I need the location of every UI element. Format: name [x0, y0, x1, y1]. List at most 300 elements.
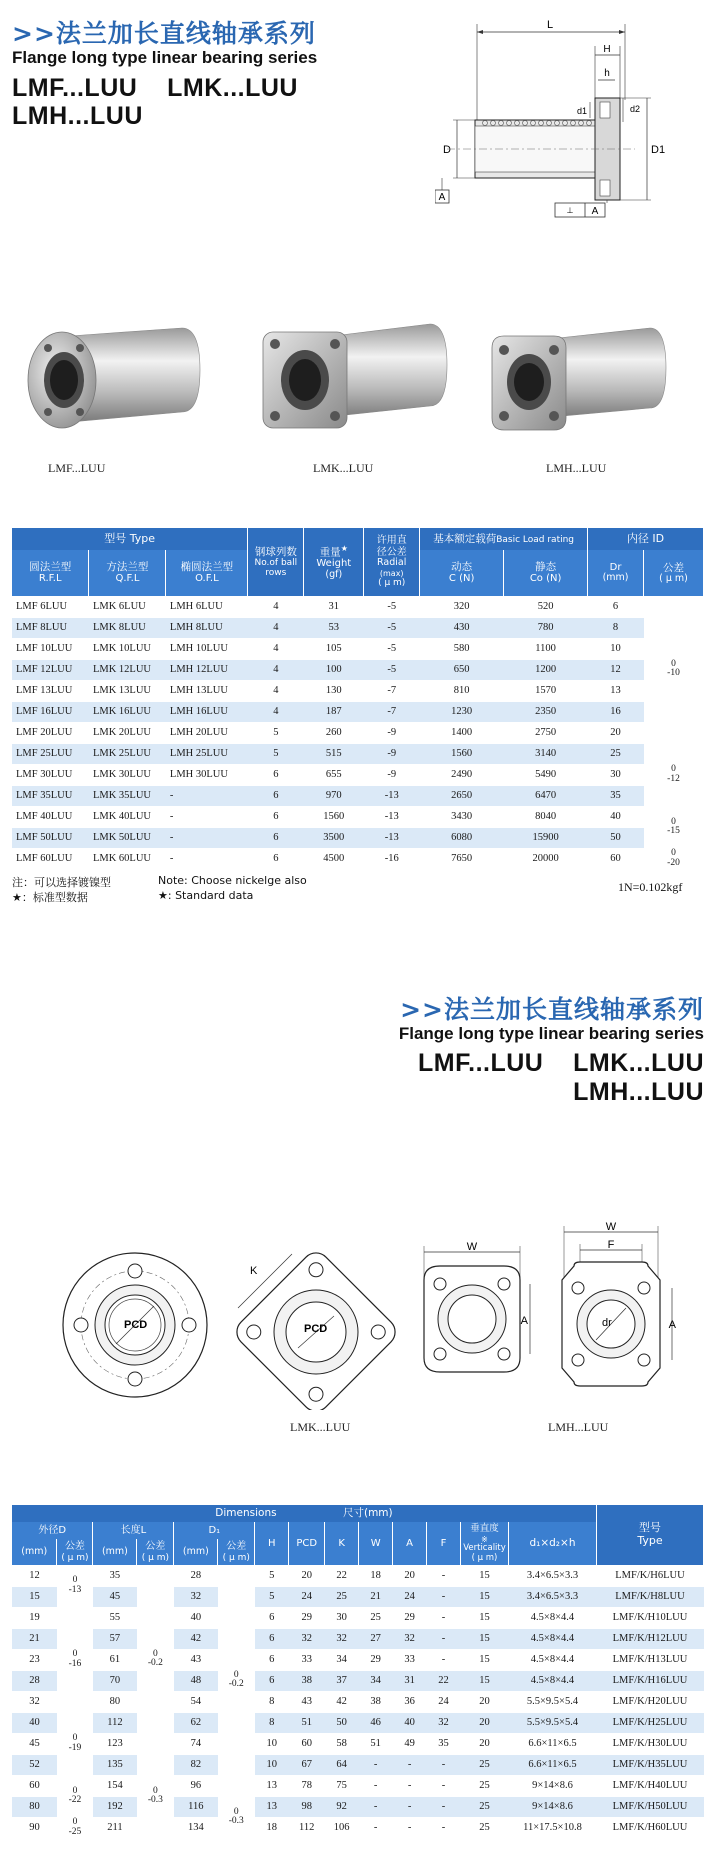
dim-label-W-detail: W: [605, 1222, 617, 1233]
col-d1-mm: (mm): [174, 1539, 218, 1565]
cell-length: 45: [93, 1586, 137, 1607]
cell-A: 32: [393, 1628, 427, 1649]
cell-qfl: LMK 50LUU: [89, 827, 166, 848]
cell-F: -: [427, 1775, 461, 1796]
cell-radial: -5: [364, 638, 420, 659]
cell-weight: 970: [304, 785, 364, 806]
cell-length: 123: [93, 1733, 137, 1754]
col-dr: Dr (mm): [588, 550, 644, 596]
cell-A: 31: [393, 1670, 427, 1691]
col-od-mm: (mm): [12, 1539, 57, 1565]
cell-dxh: 4.5×8×4.4: [509, 1670, 597, 1691]
cell-type: LMF/K/H10LUU: [596, 1607, 703, 1628]
section1-title-cn: >>法兰加长直线轴承系列: [12, 19, 316, 48]
col-ball-rows: 钢球列数 No.of ball rows: [248, 528, 304, 596]
cell-rfl: LMF 10LUU: [12, 638, 89, 659]
cell-W: 46: [359, 1712, 393, 1733]
cell-balls: 4: [248, 617, 304, 638]
cell-qfl: LMK 35LUU: [89, 785, 166, 806]
cell-weight: 3500: [304, 827, 364, 848]
cell-length: 154: [93, 1775, 137, 1796]
cell-PCD: 20: [289, 1565, 325, 1586]
cell-type: LMF/K/H8LUU: [596, 1586, 703, 1607]
cell-qfl: LMK 16LUU: [89, 701, 166, 722]
cell-qfl: LMK 12LUU: [89, 659, 166, 680]
cell-dynamic: 3430: [420, 806, 504, 827]
cell-qfl: LMK 25LUU: [89, 743, 166, 764]
col-d1-tol: 公差 ( μ m): [218, 1539, 255, 1565]
cell-qfl: LMK 60LUU: [89, 848, 166, 869]
cell-K: 30: [325, 1607, 359, 1628]
cell-ofl: -: [166, 827, 248, 848]
cell-od: 23: [12, 1649, 57, 1670]
dim-label-A-detail: A: [668, 1319, 676, 1331]
cell-H: 6: [255, 1649, 289, 1670]
col-H: H: [255, 1522, 289, 1565]
cell-dr: 13: [588, 680, 644, 701]
photo-caption-lmh: LMH...LUU: [546, 461, 607, 475]
cell-dr: 35: [588, 785, 644, 806]
cell-ofl: -: [166, 848, 248, 869]
cell-qfl: LMK 10LUU: [89, 638, 166, 659]
cell-K: 75: [325, 1775, 359, 1796]
cell-d1: 82: [174, 1754, 218, 1775]
cell-dxh: 5.5×9.5×5.4: [509, 1691, 597, 1712]
col-F: F: [427, 1522, 461, 1565]
cell-H: 13: [255, 1796, 289, 1817]
dim-label-A-oval: A: [520, 1315, 528, 1327]
cell-type: LMF/K/H50LUU: [596, 1796, 703, 1817]
cell-static: 15900: [504, 827, 588, 848]
cell-balls: 5: [248, 743, 304, 764]
diagram-caption-lmh: LMH...LUU: [548, 1420, 609, 1434]
cell-A: 36: [393, 1691, 427, 1712]
col-group-load: 基本额定载荷Basic Load rating: [420, 528, 588, 550]
cell-verticality: 15: [461, 1649, 509, 1670]
table-row: [12, 1796, 704, 1817]
cell-dynamic: 650: [420, 659, 504, 680]
cell-W: -: [359, 1754, 393, 1775]
cell-A: -: [393, 1754, 427, 1775]
note-en-nickel: Note: Choose nickelge also: [158, 874, 307, 887]
cell-od: 52: [12, 1754, 57, 1775]
cell-dynamic: 1400: [420, 722, 504, 743]
cell-qfl: LMK 20LUU: [89, 722, 166, 743]
lmh-oval-flange-photo: [482, 318, 672, 448]
table-row: [12, 638, 704, 659]
cell-W: 18: [359, 1565, 393, 1586]
cell-od: 19: [12, 1607, 57, 1628]
cell-balls: 4: [248, 638, 304, 659]
cell-static: 6470: [504, 785, 588, 806]
table-row: [12, 701, 704, 722]
cell-ofl: LMH 13LUU: [166, 680, 248, 701]
cell-A: -: [393, 1796, 427, 1817]
cell-dr: 40: [588, 806, 644, 827]
cell-d1: 116: [174, 1796, 218, 1817]
cell-verticality: 25: [461, 1754, 509, 1775]
table-row: [12, 1691, 704, 1712]
col-group-d1: D₁: [174, 1522, 255, 1539]
cell-od-tolerance: 0 -16: [57, 1607, 93, 1712]
cell-K: 25: [325, 1586, 359, 1607]
cell-type: LMF/K/H35LUU: [596, 1754, 703, 1775]
cell-ofl: LMH 25LUU: [166, 743, 248, 764]
diagram-caption-lmk: LMK...LUU: [290, 1420, 351, 1434]
section2-models-line1: LMF...LUU LMK...LUU: [418, 1049, 704, 1077]
col-group-id: 内径 ID: [588, 528, 704, 550]
cell-od-tolerance: 0 -25: [57, 1817, 93, 1838]
cell-balls: 4: [248, 680, 304, 701]
cell-static: 8040: [504, 806, 588, 827]
cell-dr: 30: [588, 764, 644, 785]
cell-static: 1200: [504, 659, 588, 680]
section2-title-en: Flange long type linear bearing series: [398, 1024, 704, 1043]
cell-W: 21: [359, 1586, 393, 1607]
round-flange-front-diagram: [60, 1250, 210, 1400]
cell-dr: 20: [588, 722, 644, 743]
cell-PCD: 24: [289, 1586, 325, 1607]
dim-label-d2: d2: [630, 104, 641, 114]
cell-F: 22: [427, 1670, 461, 1691]
cell-radial: -5: [364, 617, 420, 638]
cell-balls: 6: [248, 806, 304, 827]
cell-d1: 32: [174, 1586, 218, 1607]
cell-F: -: [427, 1565, 461, 1586]
cell-A: 40: [393, 1712, 427, 1733]
table-row: [12, 806, 704, 827]
cell-rfl: LMF 16LUU: [12, 701, 89, 722]
cell-weight: 260: [304, 722, 364, 743]
col-PCD: PCD: [289, 1522, 325, 1565]
cell-id-tolerance: 0 -12: [644, 743, 704, 806]
cell-type: LMF/K/H25LUU: [596, 1712, 703, 1733]
pcd-label-square: PCD: [304, 1323, 328, 1335]
cell-id-tolerance: 0 -20: [644, 848, 704, 869]
cell-length: 80: [93, 1691, 137, 1712]
cell-od: 12: [12, 1565, 57, 1586]
cell-ofl: LMH 8LUU: [166, 617, 248, 638]
cell-dynamic: 7650: [420, 848, 504, 869]
table-row: [12, 785, 704, 806]
cell-ofl: LMH 6LUU: [166, 596, 248, 617]
cell-W: 34: [359, 1670, 393, 1691]
cell-W: 27: [359, 1628, 393, 1649]
cell-F: -: [427, 1628, 461, 1649]
cell-rfl: LMF 60LUU: [12, 848, 89, 869]
cell-W: -: [359, 1796, 393, 1817]
cell-od: 21: [12, 1628, 57, 1649]
cell-d1: 28: [174, 1565, 218, 1586]
table-row: [12, 1649, 704, 1670]
table-row: [12, 1817, 704, 1838]
cell-W: -: [359, 1775, 393, 1796]
cell-rfl: LMF 25LUU: [12, 743, 89, 764]
cell-radial: -9: [364, 722, 420, 743]
cell-od: 15: [12, 1586, 57, 1607]
cell-H: 13: [255, 1775, 289, 1796]
cell-PCD: 32: [289, 1628, 325, 1649]
cell-ofl: LMH 16LUU: [166, 701, 248, 722]
cell-dxh: 6.6×11×6.5: [509, 1754, 597, 1775]
cell-F: 32: [427, 1712, 461, 1733]
cell-A: 33: [393, 1649, 427, 1670]
photo-caption-lmk: LMK...LUU: [313, 461, 374, 475]
dim-label-d1: d1: [576, 106, 588, 116]
cell-dynamic: 430: [420, 617, 504, 638]
cell-verticality: 20: [461, 1691, 509, 1712]
cell-od-tolerance: 0 -13: [57, 1565, 93, 1607]
cell-dynamic: 2650: [420, 785, 504, 806]
cell-weight: 105: [304, 638, 364, 659]
cell-dxh: 11×17.5×10.8: [509, 1817, 597, 1838]
cell-F: -: [427, 1796, 461, 1817]
cell-od: 40: [12, 1712, 57, 1733]
col-dynamic: 动态 C (N): [420, 550, 504, 596]
cell-qfl: LMK 6LUU: [89, 596, 166, 617]
cell-length-tolerance: 0 -0.2: [137, 1565, 174, 1754]
cell-rfl: LMF 30LUU: [12, 764, 89, 785]
col-ofl: 椭圆法兰型 O.F.L: [166, 550, 248, 596]
cell-F: -: [427, 1817, 461, 1838]
cell-qfl: LMK 30LUU: [89, 764, 166, 785]
cell-static: 1100: [504, 638, 588, 659]
cell-dynamic: 1560: [420, 743, 504, 764]
cell-od-tolerance: 0 -22: [57, 1775, 93, 1817]
cell-K: 58: [325, 1733, 359, 1754]
cell-radial: -5: [364, 596, 420, 617]
table-row: [12, 1628, 704, 1649]
col-radial: 许用直 径公差 Radial (max) ( μ m): [364, 528, 420, 596]
table-row: [12, 1733, 704, 1754]
cell-balls: 6: [248, 848, 304, 869]
cell-K: 50: [325, 1712, 359, 1733]
cell-K: 22: [325, 1565, 359, 1586]
cell-verticality: 15: [461, 1607, 509, 1628]
col-group-type: 型号 Type: [12, 528, 248, 550]
oval-flange-front-diagram: [410, 1240, 540, 1390]
cell-F: 24: [427, 1691, 461, 1712]
col-len-mm: (mm): [93, 1539, 137, 1565]
cell-type: LMF/K/H60LUU: [596, 1817, 703, 1838]
col-static: 静态 Co (N): [504, 550, 588, 596]
cell-dr: 16: [588, 701, 644, 722]
cell-PCD: 67: [289, 1754, 325, 1775]
cell-H: 5: [255, 1565, 289, 1586]
cell-rfl: LMF 50LUU: [12, 827, 89, 848]
cell-dr: 8: [588, 617, 644, 638]
cell-weight: 515: [304, 743, 364, 764]
cell-d1: 54: [174, 1691, 218, 1712]
cell-weight: 4500: [304, 848, 364, 869]
cell-rfl: LMF 6LUU: [12, 596, 89, 617]
cell-verticality: 15: [461, 1586, 509, 1607]
dim-label-h: h: [604, 68, 610, 79]
cell-type: LMF/K/H13LUU: [596, 1649, 703, 1670]
cell-od: 60: [12, 1775, 57, 1796]
cell-d1: 62: [174, 1712, 218, 1733]
cell-type: LMF/K/H6LUU: [596, 1565, 703, 1586]
table-row: [12, 617, 704, 638]
cell-qfl: LMK 8LUU: [89, 617, 166, 638]
cell-rfl: LMF 13LUU: [12, 680, 89, 701]
cell-static: 2750: [504, 722, 588, 743]
cell-dxh: 9×14×8.6: [509, 1796, 597, 1817]
cell-ofl: LMH 10LUU: [166, 638, 248, 659]
cell-d1: 43: [174, 1649, 218, 1670]
col-len-tol: 公差 ( μ m): [137, 1539, 174, 1565]
table-row: [12, 743, 704, 764]
section1-models-line2: LMH...LUU: [12, 102, 143, 130]
cell-weight: 655: [304, 764, 364, 785]
table-row: [12, 1670, 704, 1691]
cell-H: 10: [255, 1733, 289, 1754]
lmk-square-flange-photo: [255, 310, 455, 450]
cell-dynamic: 810: [420, 680, 504, 701]
col-verticality: 垂直度 ※ Verticality ( μ m): [461, 1522, 509, 1565]
pcd-label-round: PCD: [124, 1319, 148, 1331]
table-row: [12, 848, 704, 869]
cell-radial: -13: [364, 827, 420, 848]
cell-A: -: [393, 1817, 427, 1838]
cell-d1: 96: [174, 1775, 218, 1796]
cell-length: 211: [93, 1817, 137, 1838]
col-A: A: [393, 1522, 427, 1565]
photo-caption-lmf: LMF...LUU: [48, 461, 106, 475]
cell-length: 61: [93, 1649, 137, 1670]
cell-radial: -5: [364, 659, 420, 680]
col-od-tol: 公差 ( μ m): [57, 1539, 93, 1565]
cell-length: 70: [93, 1670, 137, 1691]
table-row: [12, 827, 704, 848]
cell-verticality: 15: [461, 1670, 509, 1691]
cell-rfl: LMF 20LUU: [12, 722, 89, 743]
cell-PCD: 33: [289, 1649, 325, 1670]
cell-weight: 31: [304, 596, 364, 617]
table-row: [12, 1565, 704, 1586]
table-row: [12, 596, 704, 617]
cell-static: 780: [504, 617, 588, 638]
cell-d1: 134: [174, 1817, 218, 1838]
cell-K: 37: [325, 1670, 359, 1691]
cell-verticality: 25: [461, 1796, 509, 1817]
cell-ofl: LMH 30LUU: [166, 764, 248, 785]
spec-table-load-rating: [12, 528, 704, 870]
cell-dr: 50: [588, 827, 644, 848]
section2-models-line2: LMH...LUU: [573, 1078, 704, 1106]
cell-PCD: 98: [289, 1796, 325, 1817]
cell-rfl: LMF 8LUU: [12, 617, 89, 638]
section1-title-en: Flange long type linear bearing series: [12, 48, 318, 67]
cell-H: 6: [255, 1607, 289, 1628]
cell-balls: 6: [248, 764, 304, 785]
cell-ofl: LMH 12LUU: [166, 659, 248, 680]
datum-label-A: A: [438, 192, 446, 203]
table-row: [12, 1607, 704, 1628]
col-type: 型号 Type: [596, 1505, 703, 1565]
col-dxh: d₁×d₂×h: [509, 1522, 597, 1565]
cell-od: 32: [12, 1691, 57, 1712]
cell-type: LMF/K/H40LUU: [596, 1775, 703, 1796]
cell-dynamic: 6080: [420, 827, 504, 848]
dim-label-D: D: [443, 144, 451, 156]
note-en-standard: ★: Standard data: [158, 889, 254, 902]
cell-A: 20: [393, 1565, 427, 1586]
cell-ofl: -: [166, 806, 248, 827]
cell-PCD: 51: [289, 1712, 325, 1733]
cell-K: 64: [325, 1754, 359, 1775]
col-K: K: [325, 1522, 359, 1565]
section1-models-line1: LMF...LUU LMK...LUU: [12, 74, 298, 102]
col-qfl: 方法兰型 Q.F.L: [89, 550, 166, 596]
cell-balls: 6: [248, 785, 304, 806]
cell-static: 20000: [504, 848, 588, 869]
cell-K: 92: [325, 1796, 359, 1817]
cell-weight: 53: [304, 617, 364, 638]
cell-dxh: 4.5×8×4.4: [509, 1607, 597, 1628]
dim-label-dr: dr: [602, 1317, 612, 1329]
cell-PCD: 38: [289, 1670, 325, 1691]
cell-od-tolerance: 0 -19: [57, 1712, 93, 1775]
cell-d1: 74: [174, 1733, 218, 1754]
cell-static: 5490: [504, 764, 588, 785]
cell-K: 32: [325, 1628, 359, 1649]
cell-radial: -13: [364, 806, 420, 827]
cell-dynamic: 320: [420, 596, 504, 617]
cell-PCD: 29: [289, 1607, 325, 1628]
note-cn-nickel: 注：可以选择镀镍型: [12, 876, 111, 889]
col-W: W: [359, 1522, 393, 1565]
cell-verticality: 25: [461, 1775, 509, 1796]
cell-d1: 42: [174, 1628, 218, 1649]
cell-verticality: 25: [461, 1817, 509, 1838]
cell-d1-tolerance: 0 -0.3: [218, 1796, 255, 1838]
cell-H: 18: [255, 1817, 289, 1838]
cell-H: 8: [255, 1712, 289, 1733]
cell-verticality: 15: [461, 1628, 509, 1649]
cell-d1-tolerance: 0 -0.2: [218, 1565, 255, 1796]
note-cn-standard: ★：标准型数据: [12, 891, 88, 904]
cell-radial: -7: [364, 680, 420, 701]
cell-weight: 187: [304, 701, 364, 722]
cell-dr: 10: [588, 638, 644, 659]
cell-static: 520: [504, 596, 588, 617]
square-flange-front-diagram: [236, 1240, 396, 1410]
cell-od: 28: [12, 1670, 57, 1691]
dim-label-F: F: [607, 1239, 615, 1251]
cell-rfl: LMF 12LUU: [12, 659, 89, 680]
table-row: [12, 680, 704, 701]
cell-type: LMF/K/H12LUU: [596, 1628, 703, 1649]
cell-od: 80: [12, 1796, 57, 1817]
cell-dxh: 3.4×6.5×3.3: [509, 1586, 597, 1607]
cell-F: -: [427, 1754, 461, 1775]
cell-dr: 60: [588, 848, 644, 869]
table-row: [12, 1754, 704, 1775]
col-group-dimensions: Dimensions 尺寸(mm): [12, 1505, 596, 1522]
cell-weight: 130: [304, 680, 364, 701]
cell-verticality: 20: [461, 1733, 509, 1754]
cell-A: -: [393, 1775, 427, 1796]
cell-dr: 25: [588, 743, 644, 764]
cell-dxh: 4.5×8×4.4: [509, 1628, 597, 1649]
dim-label-L: L: [546, 19, 554, 31]
cell-H: 6: [255, 1628, 289, 1649]
cell-dynamic: 1230: [420, 701, 504, 722]
cell-length: 192: [93, 1796, 137, 1817]
cell-static: 3140: [504, 743, 588, 764]
cell-dynamic: 580: [420, 638, 504, 659]
